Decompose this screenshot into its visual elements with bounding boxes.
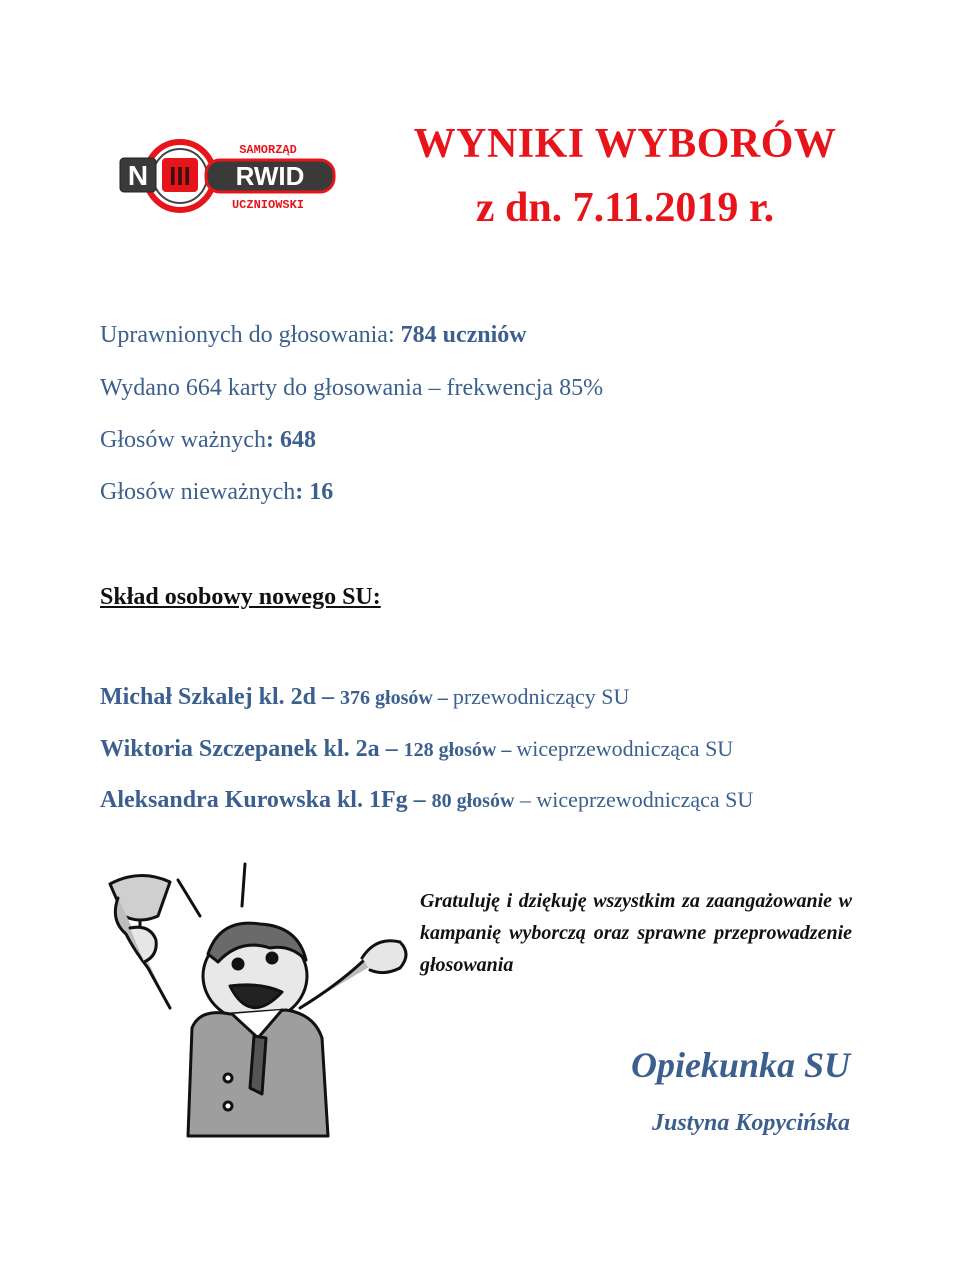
valid-label: Głosów ważnych xyxy=(100,427,266,453)
valid-votes-line xyxy=(100,427,316,454)
invalid-label: Głosów nieważnych xyxy=(100,479,296,505)
member-row xyxy=(100,787,753,814)
member-votes: 376 głosów – xyxy=(340,687,453,709)
member-votes: 80 głosów xyxy=(431,790,515,812)
member-role: przewodniczący SU xyxy=(452,684,630,709)
document-title xyxy=(380,118,870,234)
member-votes: 128 głosów – xyxy=(403,739,517,761)
cheering-man-illustration xyxy=(100,858,420,1138)
logo-roman-three: III xyxy=(169,161,191,191)
invalid-value: : 16 xyxy=(295,479,334,505)
congratulations-message: Gratuluję i dziękuję wszystkim za zaangażowanie w kampanię wyborczą oraz sprawne przeprowadzenie głosowania xyxy=(420,890,852,976)
eligible-label: Uprawnionych do głosowania: xyxy=(100,322,401,348)
logo-bottom-text: UCZNIOWSKI xyxy=(231,198,305,212)
member-name: Aleksandra Kurowska kl. 1Fg – xyxy=(100,787,432,813)
section-heading: Skład osobowy nowego SU: xyxy=(100,584,381,610)
cartoon-graphic xyxy=(100,858,420,1138)
member-name: Wiktoria Szczepanek kl. 2a – xyxy=(100,736,404,762)
member-name: Michał Szkalej kl. 2d – xyxy=(100,684,341,710)
member-role: wiceprzewodnicząca SU xyxy=(516,736,734,761)
signature-title: Opiekunka SU xyxy=(630,1045,850,1085)
logo-rwid: RWID xyxy=(235,161,305,191)
member-row xyxy=(100,736,733,763)
logo-graphic xyxy=(118,138,343,218)
member-role: – wiceprzewodnicząca SU xyxy=(514,787,754,812)
logo-letter-n: N xyxy=(127,160,149,191)
issued-ballots-line: Wydano 664 karty do głosowania – frekwencja 85% xyxy=(100,375,604,401)
title-line-1: WYNIKI WYBORÓW xyxy=(413,121,837,167)
member-row xyxy=(100,684,629,711)
signature-name: Justyna Kopycińska xyxy=(651,1110,850,1136)
valid-value: : 648 xyxy=(265,427,316,453)
title-line-2: z dn. 7.11.2019 r. xyxy=(475,185,775,231)
invalid-votes-line xyxy=(100,479,333,506)
school-council-logo xyxy=(118,138,343,218)
eligible-voters-line xyxy=(100,322,527,349)
logo-top-text: SAMORZĄD xyxy=(239,143,297,157)
eligible-value: 784 uczniów xyxy=(400,322,527,348)
